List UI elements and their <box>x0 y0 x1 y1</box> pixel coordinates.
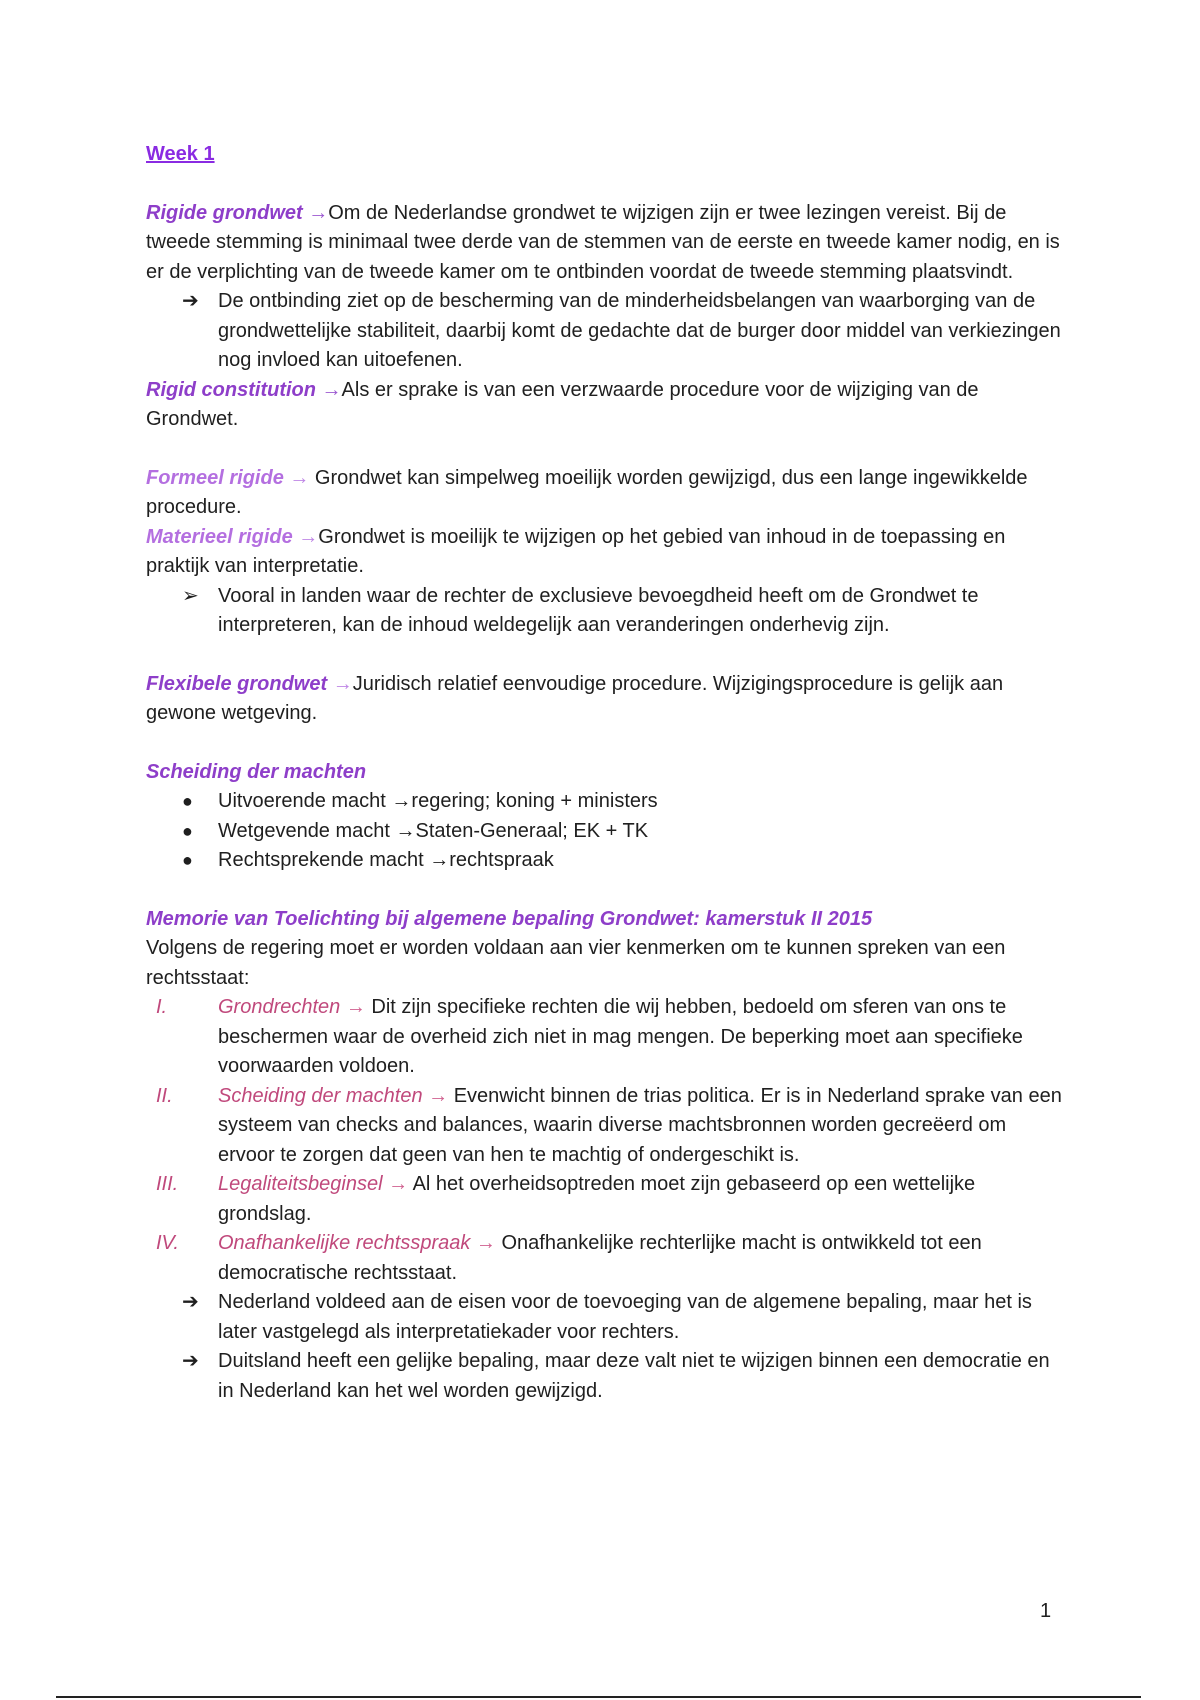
memorie-note: Duitsland heeft een gelijke bepaling, maar deze valt niet te wijzigen binnen een democratie en in Nederland kan het wel worden gewijzigd. <box>218 1350 1050 1402</box>
scheiding-label: Uitvoerende macht <box>218 790 392 812</box>
scheiding-label: Wetgevende macht <box>218 819 396 842</box>
scheiding-value: rechtspraak <box>449 849 554 871</box>
rigide-term: Rigide grondwet <box>146 201 303 224</box>
arrow-icon: → <box>388 1173 409 1195</box>
list-item <box>146 787 1066 817</box>
flexibel-text: Juridisch relatief eenvoudige procedure. Wijzigingsprocedure is gelijk aan gewone wetgeving. <box>146 672 1004 724</box>
roman-numeral: II. <box>156 1084 173 1107</box>
roman-term: Onafhankelijke rechtsspraak <box>218 1232 471 1254</box>
arrow-icon: → <box>308 201 329 224</box>
rigide-paragraph <box>146 199 1066 288</box>
bullet-icon: ● <box>182 850 193 870</box>
arrow-icon: → <box>395 819 416 842</box>
rigid-constitution-term: Rigid constitution <box>146 378 316 401</box>
flexibel-paragraph <box>146 670 1066 729</box>
arrow-icon: → <box>298 525 319 548</box>
rigid-constitution-text: Als er sprake is van een verzwaarde procedure voor de wijziging van de Grondwet. <box>146 378 979 430</box>
scheiding-list <box>146 787 1066 876</box>
roman-text: Evenwicht binnen de trias politica. Er is in Nederland sprake van een systeem van checks and balances, waarin diverse machtsbronnen worden gecreëerd om ervoor te zorgen dat geen van hen te machtig of ondergeschikt is. <box>218 1084 1062 1166</box>
formeel-paragraph <box>146 464 1066 523</box>
memorie-heading: Memorie van Toelichting bij algemene bepaling Grondwet: kamerstuk II 2015 <box>146 907 873 930</box>
list-item <box>146 1082 1066 1171</box>
scheiding-heading: Scheiding der machten <box>146 760 367 783</box>
materieel-text: Grondwet is moeilijk te wijzigen op het gebied van inhoud in de toepassing en praktijk van interpretatie. <box>146 525 1006 577</box>
roman-numeral: III. <box>156 1173 179 1195</box>
arrow-icon: → <box>332 672 353 695</box>
arrow-bullet-icon: ➔ <box>182 290 199 312</box>
materieel-term: Materieel rigide <box>146 525 293 548</box>
list-item <box>146 1170 1066 1229</box>
arrow-bullet-icon: ➔ <box>182 1291 199 1313</box>
list-item <box>146 817 1066 847</box>
roman-term: Scheiding der machten <box>218 1084 423 1107</box>
page-number: 1 <box>1040 1600 1052 1622</box>
materieel-paragraph <box>146 523 1066 582</box>
arrow-icon: → <box>321 378 342 401</box>
arrow-icon: → <box>345 996 366 1018</box>
rigid-constitution-paragraph <box>146 376 1066 435</box>
list-item <box>146 582 1066 641</box>
arrow-icon: → <box>429 849 450 871</box>
list-item <box>146 1229 1066 1288</box>
page-bottom-divider <box>56 1696 1141 1698</box>
list-item <box>146 993 1066 1082</box>
roman-numeral: I. <box>156 996 168 1018</box>
formeel-term: Formeel rigide <box>146 466 284 489</box>
list-item <box>146 1347 1066 1406</box>
list-item <box>146 846 1066 876</box>
roman-text: Al het overheidsoptreden moet zijn gebaseerd op een wettelijke grondslag. <box>218 1173 976 1225</box>
memorie-roman-list <box>146 993 1066 1288</box>
memorie-intro: Volgens de regering moet er worden voldaan aan vier kenmerken om te kunnen spreken van een rechtsstaat: <box>146 937 1006 989</box>
arrow-icon: → <box>428 1084 449 1107</box>
materieel-subtext: Vooral in landen waar de rechter de exclusieve bevoegdheid heeft om de Grondwet te interpreteren, kan de inhoud weldegelijk aan veranderingen onderhevig zijn. <box>218 584 979 636</box>
roman-text: Onafhankelijke rechterlijke macht is ontwikkeld tot een democratische rechtsstaat. <box>218 1232 982 1284</box>
list-item <box>146 1288 1066 1347</box>
scheiding-value: regering; koning + ministers <box>411 790 658 812</box>
arrow-bullet-icon: ➔ <box>182 1350 199 1372</box>
list-item <box>146 287 1066 376</box>
roman-term: Grondrechten <box>218 996 341 1018</box>
formeel-text: Grondwet kan simpelweg moeilijk worden gewijzigd, dus een lange ingewikkelde procedure. <box>146 466 1028 518</box>
rigide-sublist <box>146 287 1066 376</box>
rigide-text: Om de Nederlandse grondwet te wijzigen zijn er twee lezingen vereist. Bij de tweede stemming is minimaal twee derde van de stemmen van de eerste en tweede kamer nodig, en is er de verplichting van de tweede kamer om te ontbinden voordat de tweede stemming plaatsvindt. <box>146 201 1060 283</box>
rigide-subtext: De ontbinding ziet op de bescherming van de minderheidsbelangen van waarborging van de grondwettelijke stabiliteit, daarbij komt de gedachte dat de burger door middel van verkiezingen nog invloed kan uitoefenen. <box>218 290 1061 371</box>
roman-term: Legaliteitsbeginsel <box>218 1173 383 1195</box>
roman-text: Dit zijn specifieke rechten die wij hebben, bedoeld om sferen van ons te beschermen waar de overheid zich niet in mag mengen. De beperking moet aan specifieke voorwaarden voldoen. <box>218 996 1023 1077</box>
roman-numeral: IV. <box>156 1232 179 1254</box>
week-heading: Week 1 <box>146 143 215 165</box>
scheiding-label: Rechtsprekende macht <box>218 849 430 871</box>
arrowhead-bullet-icon: ➢ <box>182 584 199 607</box>
bullet-icon: ● <box>182 820 193 841</box>
bullet-icon: ● <box>182 791 193 811</box>
materieel-sublist <box>146 582 1066 641</box>
document-page <box>146 140 1066 1406</box>
arrow-icon: → <box>391 790 412 812</box>
arrow-icon: → <box>289 466 310 489</box>
flexibel-term: Flexibele grondwet <box>146 672 328 695</box>
arrow-icon: → <box>475 1232 496 1254</box>
memorie-note: Nederland voldeed aan de eisen voor de toevoeging van de algemene bepaling, maar het is later vastgelegd als interpretatiekader voor rechters. <box>218 1291 1032 1343</box>
scheiding-value: Staten-Generaal; EK + TK <box>415 819 649 842</box>
memorie-notes <box>146 1288 1066 1406</box>
